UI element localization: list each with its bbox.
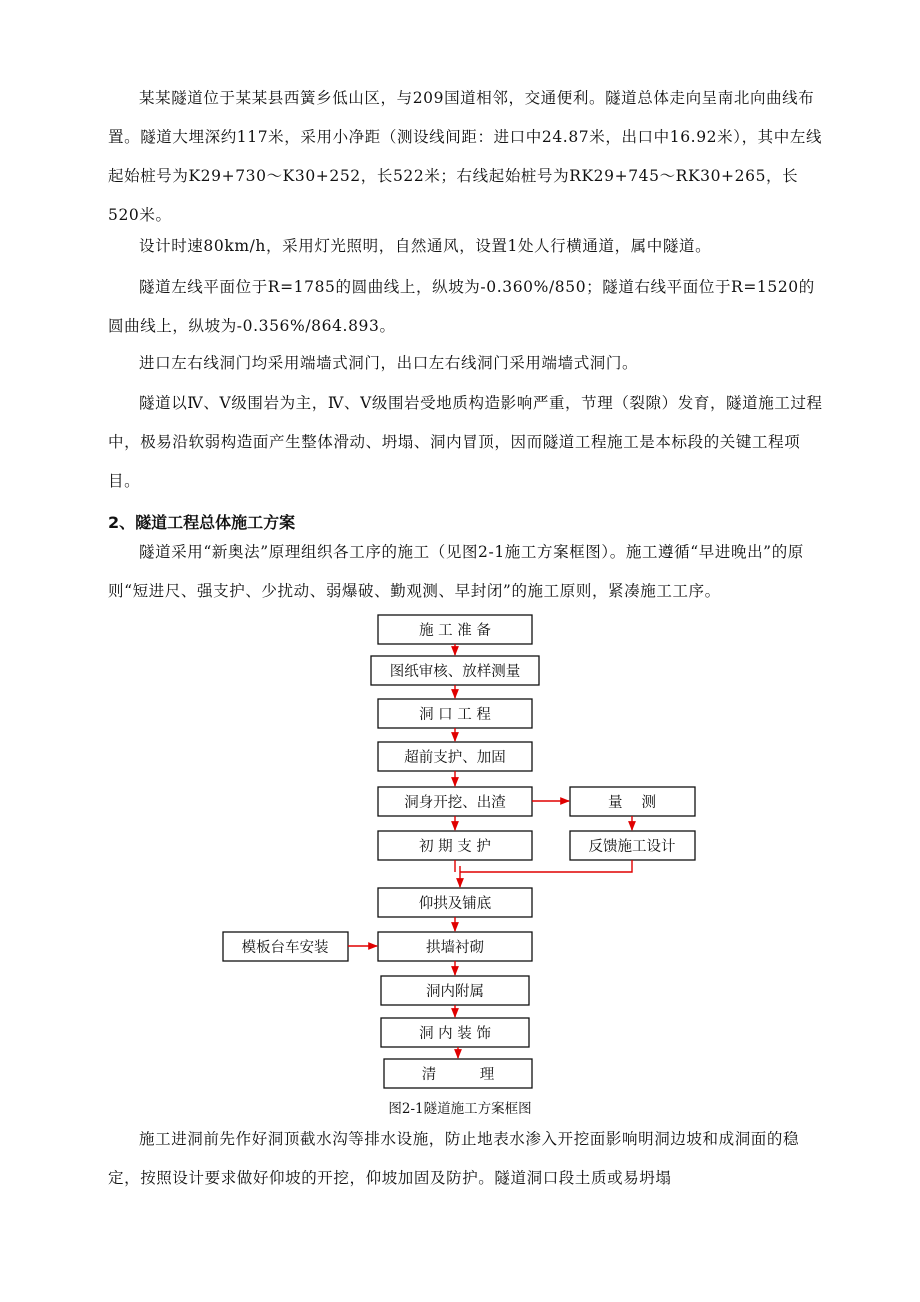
box-lining (378, 932, 532, 961)
box-cleanup-label: 清 理 (421, 1067, 495, 1083)
figure-caption: 图2-1隧道施工方案框图 (388, 1101, 532, 1117)
box-initial-support (378, 831, 532, 860)
box-advance-support (378, 742, 532, 771)
box-measure (570, 787, 695, 816)
box-lining-label: 拱墙衬砌 (426, 940, 484, 956)
box-formwork-label: 模板台车安装 (241, 940, 329, 956)
box-formwork (223, 932, 348, 961)
paragraph-method: 隧道采用“新奥法”原理组织各工序的施工（见图2-1施工方案框图）。施工遵循“早进晚出”的原则“短进尺、强支护、少扰动、弱爆破、勤观测、早封闭”的施工原则，紧凑施工工序。 (108, 543, 804, 600)
box-excavation-label: 洞身开挖、出渣 (404, 795, 506, 811)
box-review-label: 图纸审核、放样测量 (389, 664, 521, 680)
box-portal-label: 洞 口 工 程 (419, 707, 491, 723)
box-decoration (381, 1018, 529, 1047)
box-measure-label: 量 测 (607, 795, 657, 811)
box-invert-label: 仰拱及铺底 (418, 896, 492, 912)
box-feedback (570, 831, 695, 860)
arrow-feedback-return (460, 860, 632, 872)
box-portal (378, 699, 532, 728)
box-review (371, 656, 539, 685)
paragraph-overview: 某某隧道位于某某县西簧乡低山区，与209国道相邻，交通便利。隧道总体走向呈南北向曲线布置。隧道大埋深约117米，采用小净距（测设线间距：进口中24.87米，出口中16.92米），其中左线起始桩号为K29+730～K30+252，长522米；右线起始桩号为RK29+745～RK30+265，长520米。 (108, 89, 823, 224)
paragraph-closing: 施工进洞前先作好洞顶截水沟等排水设施，防止地表水渗入开挖面影响明洞边坡和成洞面的稳定，按照设计要求做好仰坡的开挖，仰坡加固及防护。隧道洞口段土质或易坍塌 (108, 1130, 800, 1187)
section-heading: 2、隧道工程总体施工方案 (108, 513, 296, 532)
paragraph-alignment: 隧道左线平面位于R=1785的圆曲线上，纵坡为-0.360%/850；隧道右线平面位于R=1520的圆曲线上，纵坡为-0.356%/864.893。 (108, 278, 815, 335)
box-advance-support-label: 超前支护、加固 (404, 750, 506, 766)
box-prep (378, 615, 532, 644)
box-auxiliary (381, 976, 529, 1005)
box-decoration-label: 洞 内 装 饰 (419, 1026, 491, 1042)
paragraph-portal-type: 进口左右线洞门均采用端墙式洞门，出口左右线洞门采用端墙式洞门。 (139, 354, 639, 372)
box-initial-support-label: 初 期 支 护 (419, 839, 491, 855)
box-invert (378, 888, 532, 917)
paragraph-design-speed: 设计时速80km/h，采用灯光照明，自然通风，设置1处人行横通道，属中隧道。 (139, 237, 712, 255)
box-cleanup (384, 1059, 532, 1088)
box-auxiliary-label: 洞内附属 (426, 984, 484, 1000)
box-excavation (378, 787, 532, 816)
box-feedback-label: 反馈施工设计 (588, 839, 676, 855)
box-prep-label: 施 工 准 备 (419, 623, 491, 639)
paragraph-geology: 隧道以Ⅳ、Ⅴ级围岩为主，Ⅳ、Ⅴ级围岩受地质构造影响严重，节理（裂隙）发育，隧道施工过程中，极易沿软弱构造面产生整体滑动、坍塌、洞内冒顶，因而隧道工程施工是本标段的关键工程项目。 (108, 394, 823, 490)
